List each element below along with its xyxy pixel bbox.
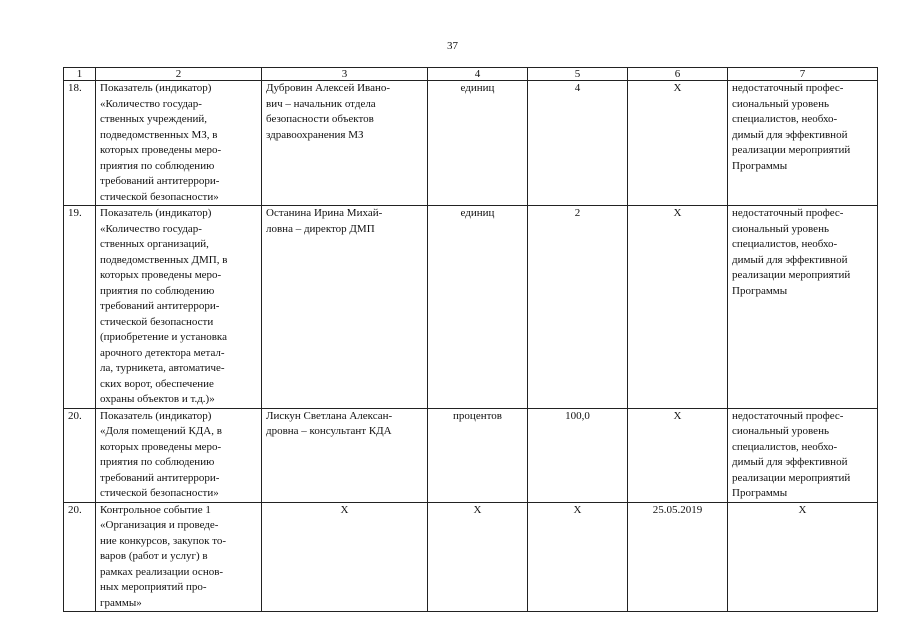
deadline-date: Х	[628, 206, 728, 409]
control-event-name: Контрольное событие 1 «Организация и проведе- ние конкурсов, закупок то- варов (работ и услуг) в рамках реализации основ- ных мероприятий про- граммы»	[96, 502, 262, 612]
header-col-3: 3	[262, 68, 428, 81]
risk-description: недостаточный профес- сиональный уровень специалистов, необхо- димый для эффективной реализации мероприятий Программы	[728, 206, 878, 409]
header-col-7: 7	[728, 68, 878, 81]
page-number: 37	[447, 40, 458, 52]
indicator-name: Показатель (индикатор) «Количество государ- ственных учреждений, подведомственных МЗ, в которых проведены меро- приятия по соблюдению требований антитеррори- стической безопасности»	[96, 81, 262, 206]
indicator-value: 100,0	[528, 408, 628, 502]
unit-of-measure: единиц	[428, 206, 528, 409]
deadline-date: 25.05.2019	[628, 502, 728, 612]
row-number: 20.	[64, 502, 96, 612]
row-number: 20.	[64, 408, 96, 502]
unit-of-measure: Х	[428, 502, 528, 612]
table-row	[64, 502, 878, 612]
table-row	[64, 206, 878, 409]
indicator-name: Показатель (индикатор) «Доля помещений КДА, в которых проведены меро- приятия по соблюдению требований антитеррори- стической безопасности»	[96, 408, 262, 502]
risk-description: недостаточный профес- сиональный уровень специалистов, необхо- димый для эффективной реализации мероприятий Программы	[728, 408, 878, 502]
risk-description: недостаточный профес- сиональный уровень специалистов, необхо- димый для эффективной реализации мероприятий Программы	[728, 81, 878, 206]
header-col-5: 5	[528, 68, 628, 81]
table-row	[64, 81, 878, 206]
responsible-person: Дубровин Алексей Ивано- вич – начальник отдела безопасности объектов здравоохранения МЗ	[262, 81, 428, 206]
indicator-value: 2	[528, 206, 628, 409]
deadline-date: Х	[628, 408, 728, 502]
deadline-date: Х	[628, 81, 728, 206]
responsible-person: Х	[262, 502, 428, 612]
responsible-person: Лискун Светлана Алексан- дровна – консультант КДА	[262, 408, 428, 502]
header-col-1: 1	[64, 68, 96, 81]
table-row	[64, 408, 878, 502]
unit-of-measure: процентов	[428, 408, 528, 502]
header-col-6: 6	[628, 68, 728, 81]
unit-of-measure: единиц	[428, 81, 528, 206]
indicator-name: Показатель (индикатор) «Количество государ- ственных организаций, подведомственных ДМП, в которых проведены меро- приятия по соблюдению требований антитеррори- стической безопасности (приобретение и установка арочного детектора метал- ла, турникета, автоматиче- ских ворот, обеспечение охраны объектов и т.д.)»	[96, 206, 262, 409]
row-number: 18.	[64, 81, 96, 206]
row-number: 19.	[64, 206, 96, 409]
table-header-row	[64, 68, 878, 81]
indicator-value: 4	[528, 81, 628, 206]
risk-description: Х	[728, 502, 878, 612]
indicator-value: Х	[528, 502, 628, 612]
header-col-2: 2	[96, 68, 262, 81]
responsible-person: Останина Ирина Михай- ловна – директор ДМП	[262, 206, 428, 409]
header-col-4: 4	[428, 68, 528, 81]
program-indicators-table	[63, 67, 878, 612]
